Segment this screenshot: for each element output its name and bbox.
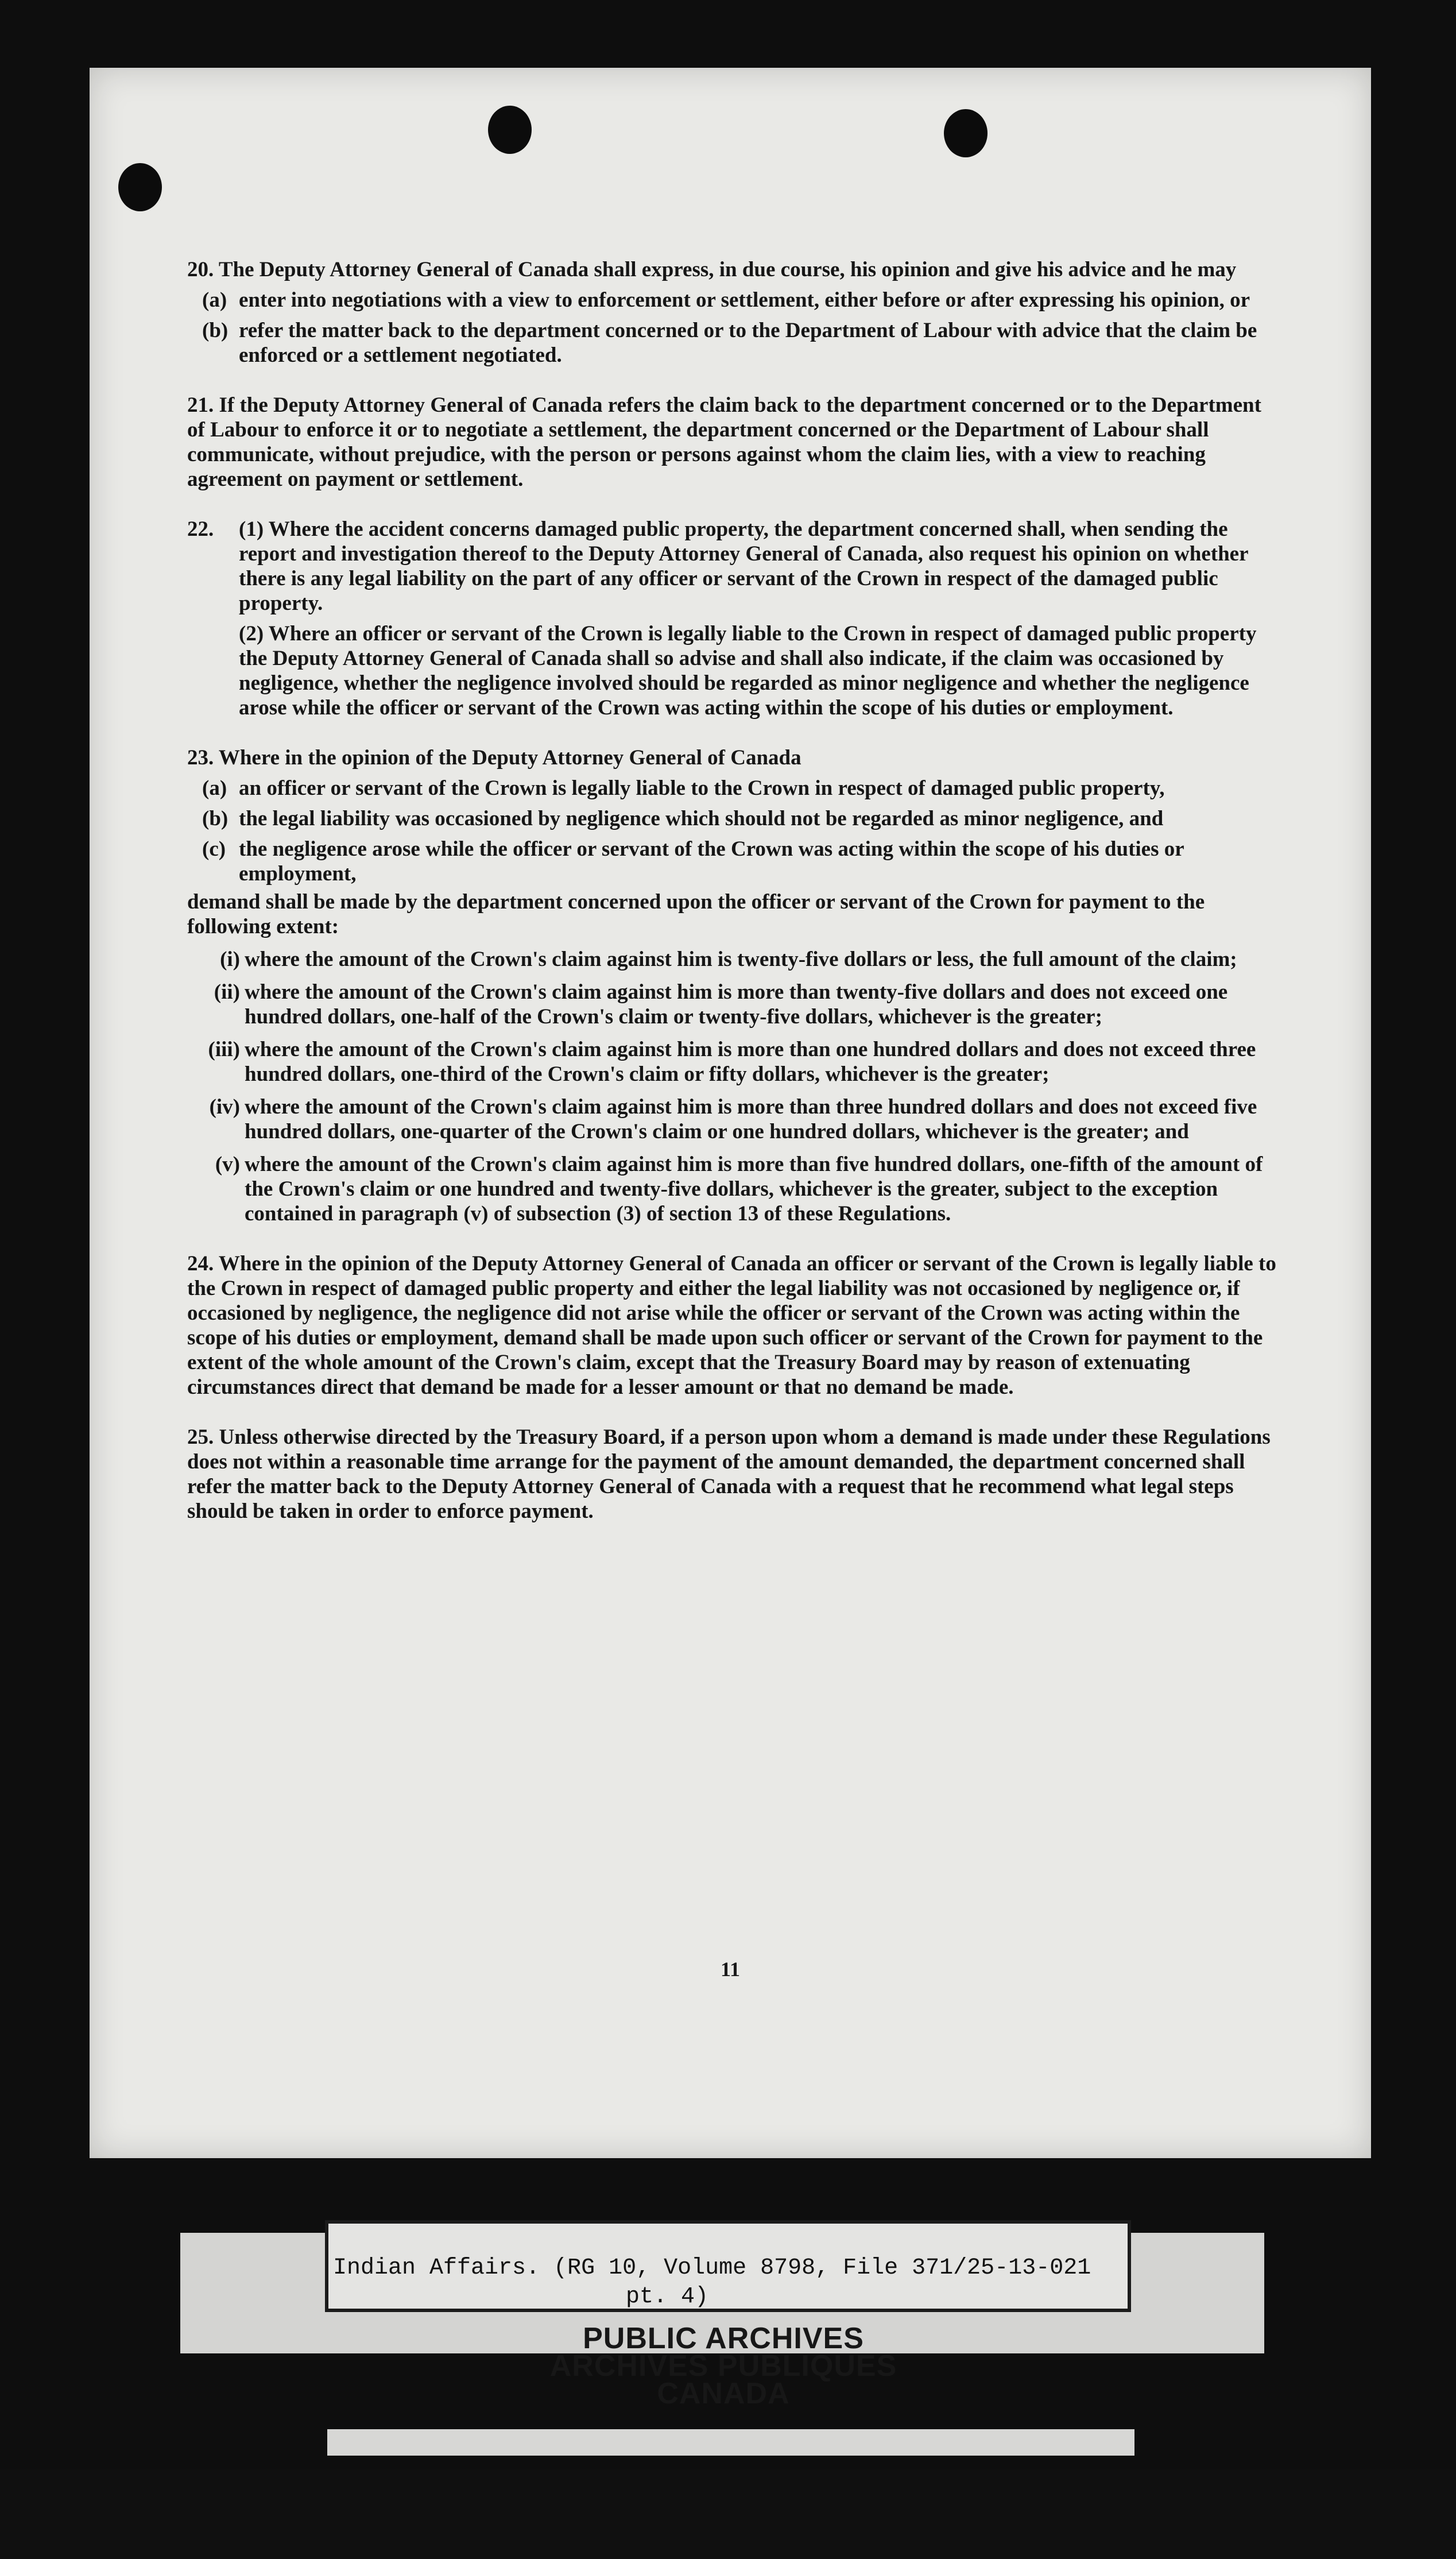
section-text: The Deputy Attorney General of Canada shall express, in due course, his opinion and give his advice and he may: [218, 258, 1237, 281]
archive-stamp-line3: CANADA: [657, 2377, 790, 2410]
extent-text: where the amount of the Crown's claim against him is more than five hundred dollars, one-fifth of the amount of the Crown's claim or one hundred and twenty-five dollars, whichever is the greater, subject to the exception contained in paragraph (v) of subsection (3) of section 13 of these Regulations.: [245, 1153, 1263, 1226]
section-text: If the Deputy Attorney General of Canada refers the claim back to the department concerned or to the Department of Labour to enforce it or to negotiate a settlement, the department concerned or the Department of Labour shall communicate, without prejudice, with the person or persons against whom the claim lies, with a view to reaching agreement on payment or settlement.: [187, 393, 1261, 491]
section-number: 21.: [187, 393, 214, 417]
regulation-text: [187, 257, 1278, 1549]
extent-text: where the amount of the Crown's claim against him is more than one hundred dollars and does not exceed three hundred dollars, one-third of the Crown's claim or fifty dollars, whichever is the greater;: [245, 1038, 1256, 1086]
archive-stamp-line1: PUBLIC ARCHIVES: [583, 2322, 864, 2355]
section-22: [187, 517, 1278, 720]
clause-label: (c): [202, 837, 226, 861]
clause-text: the legal liability was occasioned by negligence which should not be regarded as minor negligence, and: [239, 807, 1164, 830]
clause-a: [187, 776, 1278, 801]
section-23-lead: [187, 745, 1278, 770]
subsection-2: [187, 621, 1278, 720]
section-number: 24.: [187, 1252, 214, 1275]
extent-iii: [187, 1037, 1278, 1087]
extent-label: (iv): [209, 1095, 240, 1119]
clause-label: (b): [202, 807, 229, 830]
clause-a: [187, 288, 1278, 312]
extent-i: [187, 947, 1278, 972]
punch-hole-center: [488, 106, 532, 154]
extent-label: (ii): [214, 980, 240, 1004]
document-page: [90, 68, 1371, 2158]
clause-b: [187, 318, 1278, 368]
section-25: [187, 1425, 1278, 1524]
extent-v: [187, 1152, 1278, 1226]
page-number: 11: [720, 1958, 740, 1981]
extent-text: where the amount of the Crown's claim against him is more than three hundred dollars and does not exceed five hundred dollars, one-quarter of the Crown's claim or one hundred dollars, whichever is the greater; and: [245, 1095, 1257, 1143]
section-text: Where in the opinion of the Deputy Attorney General of Canada: [218, 746, 801, 770]
archive-label-line1: Indian Affairs. (RG 10, Volume 8798, File 371/25-13-021: [333, 2255, 1091, 2281]
section-24: [187, 1251, 1278, 1400]
archive-stamp: [425, 2322, 1022, 2410]
section-number: 25.: [187, 1425, 214, 1449]
clause-text: the negligence arose while the officer or servant of the Crown was acting within the scope of his duties or employment,: [239, 837, 1184, 886]
demand-text: demand shall be made by the department concerned upon the officer or servant of the Crown for payment to the following extent:: [187, 890, 1205, 938]
section-21: [187, 393, 1278, 492]
subsection-label: (1): [239, 517, 264, 541]
film-frame-edge: [0, 2469, 1456, 2559]
extent-text: where the amount of the Crown's claim against him is more than twenty-five dollars and does not exceed one hundred dollars, one-half of the Crown's claim or twenty-five dollars, whichever is the greater;: [245, 980, 1228, 1029]
section-number: 23.: [187, 746, 214, 770]
subsection-1: [187, 517, 1278, 616]
extent-label: (iii): [208, 1038, 240, 1061]
punch-hole-left: [118, 163, 162, 211]
punch-hole-right: [944, 109, 988, 157]
clause-label: (a): [202, 288, 227, 312]
extent-iv: [187, 1095, 1278, 1144]
extent-label: (i): [220, 948, 240, 971]
clause-label: (b): [202, 319, 229, 342]
bottom-strip: [327, 2429, 1134, 2456]
section-20-lead: [187, 257, 1278, 282]
section-number: 22.: [187, 517, 214, 541]
extent-ii: [187, 980, 1278, 1029]
archive-label-line2: pt. 4): [626, 2284, 709, 2310]
subsection-text: Where an officer or servant of the Crown is legally liable to the Crown in respect of damaged public property the Deputy Attorney General of Canada shall so advise and shall also indicate, if the claim was occasioned by negligence, whether the negligence involved should be regarded as minor negligence and whether the negligence arose while the officer or servant of the Crown was acting within the scope of his duties or employment.: [239, 622, 1257, 720]
section-23: [187, 745, 1278, 1226]
archive-stamp-line2: ARCHIVES PUBLIQUES: [549, 2349, 897, 2383]
clause-text: an officer or servant of the Crown is legally liable to the Crown in respect of damaged public property,: [239, 776, 1165, 800]
extent-label: (v): [215, 1153, 240, 1176]
extent-text: where the amount of the Crown's claim against him is twenty-five dollars or less, the full amount of the claim;: [245, 948, 1237, 971]
section-text: Where in the opinion of the Deputy Attorney General of Canada an officer or servant of the Crown is legally liable to the Crown in respect of damaged public property and either the legal liability was not occasioned by negligence or, if occasioned by negligence, the negligence did not arise while the officer or servant of the Crown was acting within the scope of his duties or employment, demand shall be made upon such officer or servant of the Crown for payment to the extent of the whole amount of the Crown's claim, except that the Treasury Board may by reason of extenuating circumstances direct that demand be made for a lesser amount or that no demand be made.: [187, 1252, 1276, 1399]
clause-text: refer the matter back to the department concerned or to the Department of Labour with advice that the claim be enforced or a settlement negotiated.: [239, 319, 1257, 367]
subsection-label: (2): [239, 622, 264, 645]
subsection-text: Where the accident concerns damaged public property, the department concerned shall, when sending the report and investigation thereof to the Deputy Attorney General of Canada, also request his opinion on whether there is any legal liability on the part of any officer or servant of the Crown in respect of the damaged public property.: [239, 517, 1248, 615]
section-number: 20.: [187, 258, 214, 281]
archive-reference-label: [333, 2254, 1131, 2311]
section-20: [187, 257, 1278, 368]
section-text: Unless otherwise directed by the Treasury Board, if a person upon whom a demand is made under these Regulations does not within a reasonable time arrange for the payment of the amount demanded, the department concerned shall refer the matter back to the Deputy Attorney General of Canada with a request that he recommend what legal steps should be taken in order to enforce payment.: [187, 1425, 1271, 1523]
clause-b: [187, 806, 1278, 831]
clause-label: (a): [202, 776, 227, 800]
clause-text: enter into negotiations with a view to enforcement or settlement, either before or after expressing his opinion, or: [239, 288, 1250, 312]
clause-c: [187, 837, 1278, 886]
